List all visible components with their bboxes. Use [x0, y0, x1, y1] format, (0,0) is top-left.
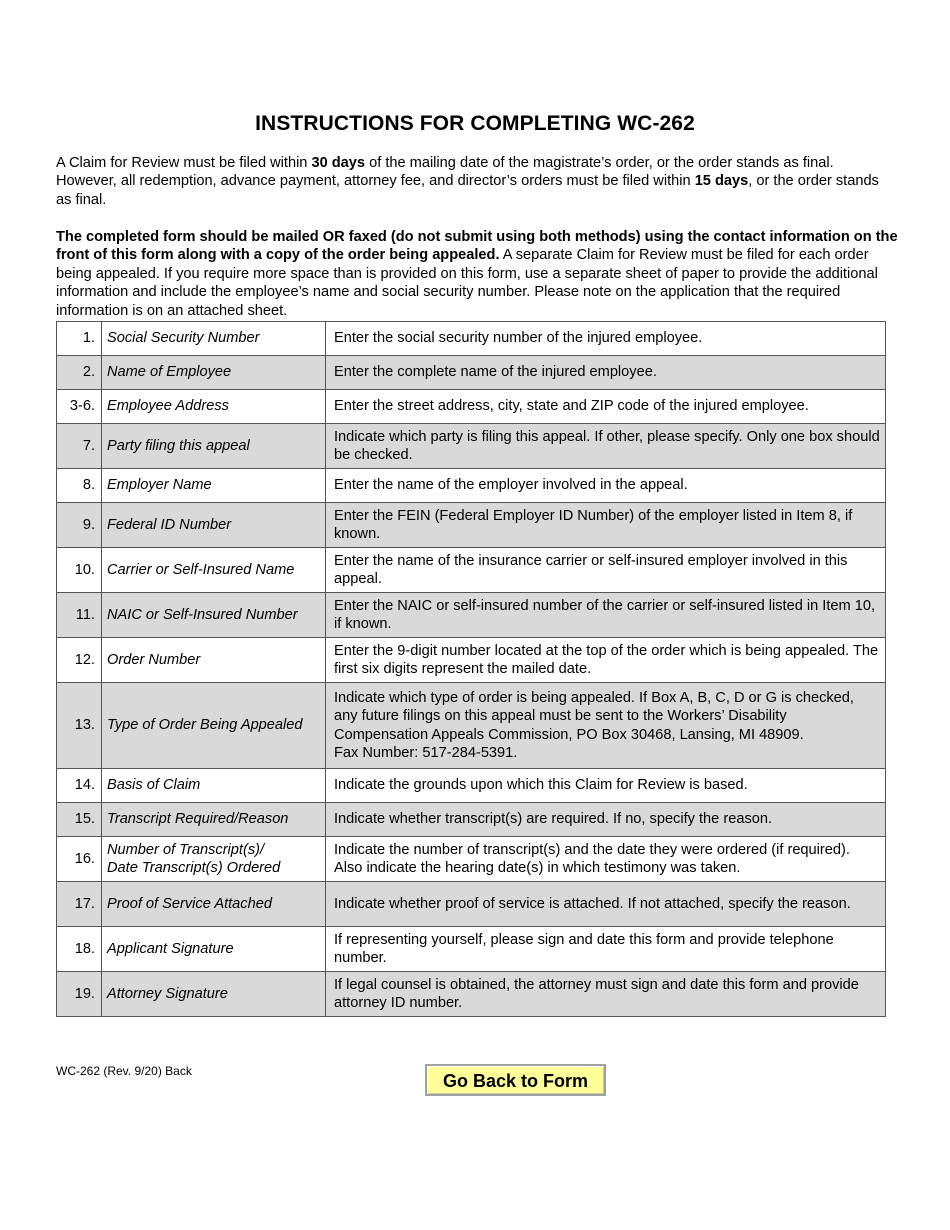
table-row: [57, 503, 886, 548]
field-description: Enter the FEIN (Federal Employer ID Number) of the employer listed in Item 8, if known.: [326, 503, 886, 548]
field-name: Transcript Required/Reason: [102, 803, 326, 837]
item-number: 14.: [57, 769, 102, 803]
table-row: [57, 683, 886, 769]
field-description: Indicate which type of order is being appealed. If Box A, B, C, D or G is checked, any future filings on this appeal must be sent to the Workers’ Disability Compensation Appeals Commission, PO Box 30468, Lansing, MI 48909. Fax Number: 517-284-5391.: [326, 683, 886, 769]
field-name: Applicant Signature: [102, 927, 326, 972]
field-description: Enter the name of the insurance carrier or self-insured employer involved in this appeal.: [326, 548, 886, 593]
filing-deadline-paragraph: [56, 154, 898, 209]
instructions-table: [56, 321, 886, 1017]
item-number: 10.: [57, 548, 102, 593]
field-name: Federal ID Number: [102, 503, 326, 548]
submission-instructions-paragraph: [56, 228, 898, 320]
item-number: 19.: [57, 972, 102, 1017]
field-description: If legal counsel is obtained, the attorney must sign and date this form and provide attorney ID number.: [326, 972, 886, 1017]
paragraph-segment: 15 days: [694, 173, 749, 190]
table-row: [57, 927, 886, 972]
table-row: [57, 390, 886, 424]
go-back-to-form-button[interactable]: Go Back to Form: [425, 1064, 606, 1096]
item-number: 12.: [57, 638, 102, 683]
item-number: 13.: [57, 683, 102, 769]
item-number: 9.: [57, 503, 102, 548]
field-description: Enter the 9-digit number located at the top of the order which is being appealed. The first six digits represent the mailed date.: [326, 638, 886, 683]
table-row: [57, 803, 886, 837]
table-row: [57, 882, 886, 927]
table-row: [57, 424, 886, 469]
field-description: Enter the NAIC or self-insured number of the carrier or self-insured listed in Item 10, if known.: [326, 593, 886, 638]
field-name: Employer Name: [102, 469, 326, 503]
item-number: 17.: [57, 882, 102, 927]
paragraph-segment: A Claim for Review must be filed within: [56, 155, 312, 171]
item-number: 1.: [57, 322, 102, 356]
item-number: 11.: [57, 593, 102, 638]
paragraph-segment: of the mailing date of the magistrate’s order, or the order stands as final. However, all redemption, advance payment, attorney fee, and director’s orders must be filed within: [56, 155, 834, 190]
field-name: Basis of Claim: [102, 769, 326, 803]
item-number: 18.: [57, 927, 102, 972]
field-description: Enter the street address, city, state and ZIP code of the injured employee.: [326, 390, 886, 424]
field-name: Carrier or Self-Insured Name: [102, 548, 326, 593]
table-row: [57, 638, 886, 683]
field-description: Indicate the number of transcript(s) and the date they were ordered (if required). Also indicate the hearing date(s) in which testimony was taken.: [326, 837, 886, 882]
item-number: 15.: [57, 803, 102, 837]
table-row: [57, 593, 886, 638]
field-description: Indicate which party is filing this appeal. If other, please specify. Only one box should be checked.: [326, 424, 886, 469]
paragraph-segment: The completed form should be mailed OR faxed (do not submit using both methods) using the contact information on the front of this form along with a copy of the order being appealed.: [56, 229, 898, 264]
field-description: Enter the name of the employer involved in the appeal.: [326, 469, 886, 503]
field-name: Social Security Number: [102, 322, 326, 356]
field-description: If representing yourself, please sign and date this form and provide telephone number.: [326, 927, 886, 972]
item-number: 7.: [57, 424, 102, 469]
field-name: Order Number: [102, 638, 326, 683]
item-number: 3-6.: [57, 390, 102, 424]
table-row: [57, 972, 886, 1017]
form-code: WC-262 (Rev. 9/20) Back: [56, 1064, 192, 1078]
item-number: 2.: [57, 356, 102, 390]
paragraph-segment: A separate Claim for Review must be filed for each order being appealed. If you require more space than is provided on this form, use a separate sheet of paper to provide the additional information and include the employee’s name and social security number. Please note on the application that the required information is on an attached sheet.: [56, 247, 878, 319]
table-row: [57, 356, 886, 390]
field-name: Proof of Service Attached: [102, 882, 326, 927]
page-title: INSTRUCTIONS FOR COMPLETING WC-262: [255, 112, 695, 135]
paragraph-segment: , or the order stands as final.: [56, 173, 879, 208]
item-number: 16.: [57, 837, 102, 882]
item-number: 8.: [57, 469, 102, 503]
field-description: Indicate the grounds upon which this Claim for Review is based.: [326, 769, 886, 803]
table-row: [57, 469, 886, 503]
table-row: [57, 322, 886, 356]
field-description: Enter the social security number of the injured employee.: [326, 322, 886, 356]
table-row: [57, 548, 886, 593]
field-name: NAIC or Self-Insured Number: [102, 593, 326, 638]
field-name: Attorney Signature: [102, 972, 326, 1017]
field-name: Employee Address: [102, 390, 326, 424]
field-name: Party filing this appeal: [102, 424, 326, 469]
field-name: Type of Order Being Appealed: [102, 683, 326, 769]
field-name: Name of Employee: [102, 356, 326, 390]
table-row: [57, 769, 886, 803]
field-name: Number of Transcript(s)/ Date Transcript(s) Ordered: [102, 837, 326, 882]
field-description: Enter the complete name of the injured employee.: [326, 356, 886, 390]
table-row: [57, 837, 886, 882]
paragraph-segment: 30 days: [311, 155, 366, 171]
field-description: Indicate whether transcript(s) are required. If no, specify the reason.: [326, 803, 886, 837]
field-description: Indicate whether proof of service is attached. If not attached, specify the reason.: [326, 882, 886, 927]
